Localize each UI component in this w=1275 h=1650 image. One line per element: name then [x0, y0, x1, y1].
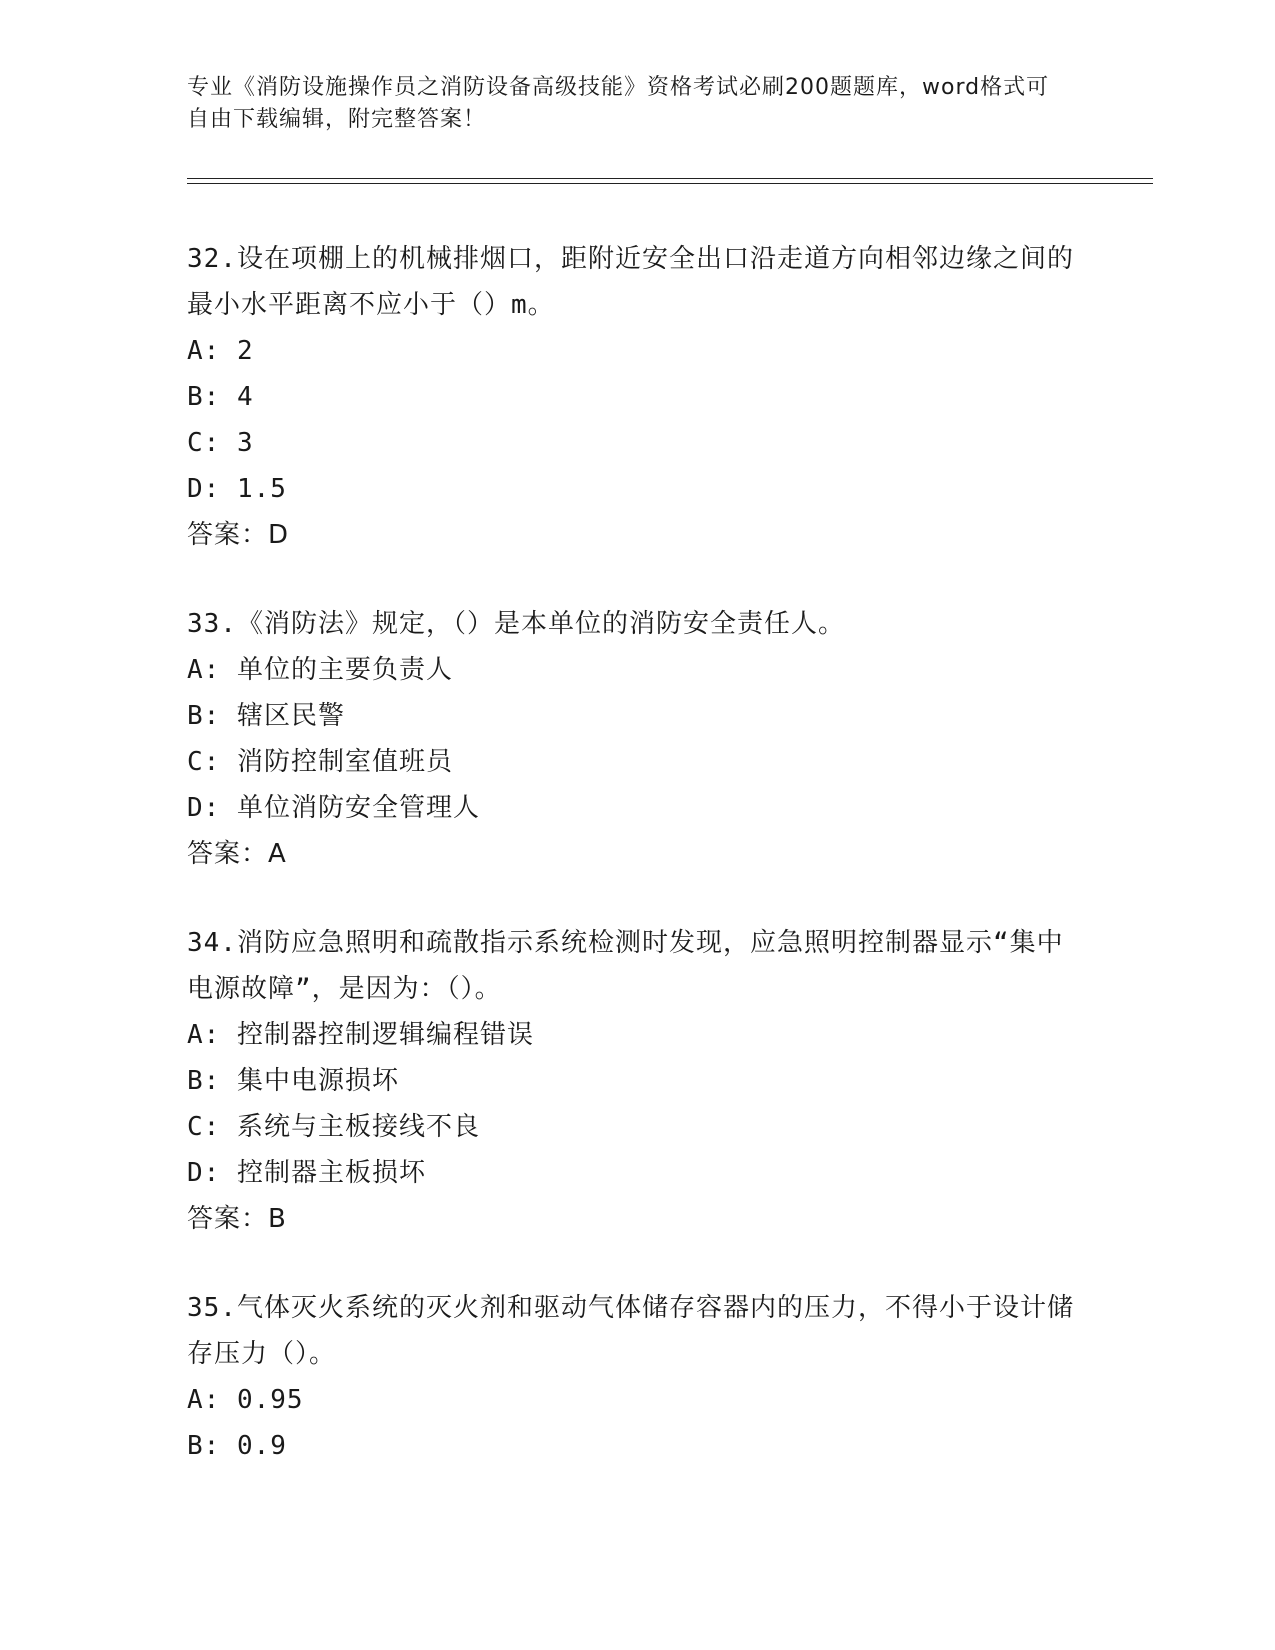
- option-b: B: 0.9: [187, 1431, 287, 1461]
- answer-line: [187, 512, 1087, 558]
- option-b: B: 辖区民警: [187, 701, 345, 731]
- answer-line: [187, 831, 1087, 877]
- option-a: A: 2: [187, 336, 254, 366]
- question-stem: 32.设在项棚上的机械排烟口，距附近安全出口沿走道方向相邻边缘之间的最小水平距离不应小于（）m。: [187, 244, 1074, 320]
- answer-value: D: [268, 520, 290, 550]
- option-a: A: 控制器控制逻辑编程错误: [187, 1020, 534, 1050]
- option-a: A: 0.95: [187, 1385, 304, 1415]
- question-list: [187, 236, 1087, 1512]
- answer-label: 答案：: [187, 1204, 269, 1234]
- header-rule-bottom: [187, 183, 1153, 184]
- question-34: [187, 920, 1087, 1242]
- option-a: A: 单位的主要负责人: [187, 655, 453, 685]
- answer-value: A: [268, 839, 287, 869]
- option-d: D: 控制器主板损坏: [187, 1158, 426, 1188]
- answer-value: B: [268, 1204, 287, 1234]
- header-rule-top: [187, 178, 1153, 179]
- option-c: C: 3: [187, 428, 254, 458]
- document-header: 专业《消防设施操作员之消防设备高级技能》资格考试必刷200题题库，word格式可自由下载编辑，附完整答案！: [187, 75, 1050, 132]
- question-33: [187, 601, 1087, 877]
- answer-label: 答案：: [187, 839, 269, 869]
- option-c: C: 系统与主板接线不良: [187, 1112, 480, 1142]
- answer-line: [187, 1196, 1087, 1242]
- option-b: B: 4: [187, 382, 254, 412]
- question-stem: 33.《消防法》规定，（）是本单位的消防安全责任人。: [187, 609, 845, 639]
- question-stem: 35.气体灭火系统的灭火剂和驱动气体储存容器内的压力，不得小于设计储存压力（）。: [187, 1293, 1074, 1369]
- answer-label: 答案：: [187, 520, 269, 550]
- question-stem: 34.消防应急照明和疏散指示系统检测时发现，应急照明控制器显示“集中电源故障”，是因为：（）。: [187, 928, 1064, 1004]
- option-b: B: 集中电源损坏: [187, 1066, 399, 1096]
- option-d: D: 1.5: [187, 474, 287, 504]
- option-c: C: 消防控制室值班员: [187, 747, 453, 777]
- option-d: D: 单位消防安全管理人: [187, 793, 480, 823]
- question-35: [187, 1285, 1087, 1469]
- question-32: [187, 236, 1087, 558]
